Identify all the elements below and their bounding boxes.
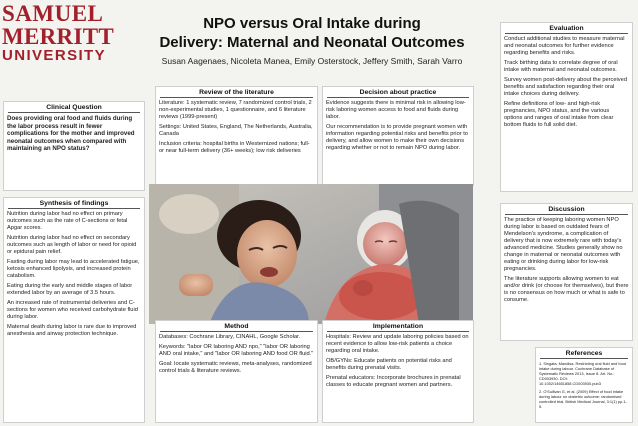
divider bbox=[327, 331, 469, 332]
evaluation-paragraph: Track birthing data to correlate degree of oral intake with maternal and neonatal outcomes. bbox=[504, 60, 618, 73]
review-paragraph: Settings: United States, England, The Netherlands, Australia, Canada bbox=[159, 124, 313, 137]
method-paragraph: Keywords: "labor OR laboring AND npo," "labor OR laboring AND oral intake," and "labor OR laboring AND food OR fluid." bbox=[159, 344, 314, 357]
synthesis-paragraph: Nutrition during labor had no effect on secondary outcomes such as length of labor or need for opioid or epidural pain relief. bbox=[7, 235, 137, 255]
logo-line-merritt: MERRITT bbox=[2, 24, 115, 49]
implementation-box bbox=[322, 320, 474, 423]
method-paragraph: Goal: locate systematic reviews, meta-analyses, randomized control trials & literature reviews. bbox=[159, 361, 312, 374]
divider bbox=[8, 112, 140, 113]
evaluation-paragraph: Conduct additional studies to measure maternal and neonatal outcomes for further evidence regarding benefits and risks. bbox=[504, 36, 625, 56]
divider bbox=[160, 331, 313, 332]
logo-line-university: UNIVERSITY bbox=[2, 47, 107, 64]
synthesis-paragraph: An increased rate of instrumental deliveries and C-sections for women who received carbohydrate fluid during labor. bbox=[7, 300, 138, 320]
logo-line-samuel: SAMUEL bbox=[2, 1, 104, 26]
references-box bbox=[535, 347, 633, 423]
evaluation-box bbox=[500, 22, 633, 192]
photo-illustration bbox=[149, 184, 473, 324]
synthesis-paragraph: Fasting during labor may lead to accelerated fatigue, ketosis enhanced lipolysis, and increased protein catabolism. bbox=[7, 259, 140, 279]
divider bbox=[160, 97, 313, 98]
method-box bbox=[155, 320, 318, 423]
title-line-1: NPO versus Oral Intake during bbox=[203, 15, 421, 32]
discussion-box bbox=[500, 203, 633, 341]
decision-heading: Decision about practice bbox=[359, 89, 437, 96]
implementation-paragraph: OB/GYNs: Educate patients on potential risks and benefits during prenatal visits. bbox=[326, 358, 452, 371]
clinical-question-box bbox=[3, 101, 145, 191]
implementation-heading: Implementation bbox=[372, 323, 424, 330]
review-paragraph: Literature: 1 systematic review, 7 randomized control trials, 2 non-experimental studies, 1 questionnaire, and 6 literature reviews (1999-present) bbox=[159, 100, 312, 120]
synthesis-box bbox=[3, 197, 145, 423]
evaluation-paragraph: Survey women post-delivery about the perceived benefits and satisfaction regarding their oral intake choices during delivery. bbox=[504, 77, 627, 97]
discussion-paragraph: The practice of keeping laboring women NPO during labor is based on outdated fears of Mendelson's syndrome, a complication of delivery that is now extremely rare with today's advanced medicine. Studies generally show no change in maternal or neonatal outcomes with eating or drinking during labor for low-risk pregnancies. bbox=[504, 217, 623, 272]
synthesis-heading: Synthesis of findings bbox=[39, 200, 109, 207]
poster-title bbox=[150, 14, 474, 52]
divider bbox=[327, 97, 469, 98]
university-logo bbox=[2, 2, 147, 90]
divider bbox=[505, 214, 628, 215]
title-line-2: Delivery: Maternal and Neonatal Outcomes bbox=[159, 34, 465, 51]
implementation-paragraph: Prenatal educators: Incorporate brochures in prenatal classes to educate pregnant women and partners. bbox=[326, 375, 461, 388]
evaluation-heading: Evaluation bbox=[549, 25, 584, 32]
reference-item: 1. Singata, Mandisa. Restricting oral fluid and food intake during labour. Cochrane Database of Systematic Reviews 2013, Issue 8. Art. No.: CD003930. DOI: 10.1002/14651858.CD003930.pub3 bbox=[539, 361, 626, 386]
divider bbox=[505, 33, 628, 34]
evaluation-paragraph: Refine definitions of low- and high-risk pregnancies, NPO status, and the various options and ranges of oral intake from clear bottom fluids to full solid diet. bbox=[504, 101, 614, 128]
review-box bbox=[155, 86, 318, 186]
reference-item: 2. O'Sullivan G, et al. (2009) Effect of food intake during labour on obstetric outcome: randomised controlled trial. British Medical Journal, 3:1(1) pp.1-5. bbox=[539, 389, 627, 409]
references-heading: References bbox=[565, 350, 603, 357]
mother-newborn-photo bbox=[149, 184, 473, 324]
clinical-question-text: Does providing oral food and fluids during the labor process result in fewer complications for the mother and improved neonatal outcomes when compared with maintaining an NPO status? bbox=[7, 115, 135, 153]
divider bbox=[8, 208, 140, 209]
implementation-paragraph: Hospitals: Review and update laboring policies based on recent evidence to allow low-risk patients a choice regarding oral intake. bbox=[326, 334, 469, 354]
synthesis-paragraph: Nutrition during labor had no effect on primary outcomes such as the rate of C-sections or fetal Apgar scores. bbox=[7, 211, 128, 231]
clinical-question-heading: Clinical Question bbox=[46, 104, 102, 111]
synthesis-paragraph: Eating during the early and middle stages of labor extended labor by an average of 3.5 hours. bbox=[7, 283, 133, 296]
review-heading: Review of the literature bbox=[199, 89, 274, 96]
review-paragraph: Inclusion criteria: hospital births in Westernized nations; full- or near full-term delivery (36+ weeks); low risk deliveries bbox=[159, 141, 310, 154]
method-heading: Method bbox=[224, 323, 249, 330]
method-paragraph: Databases: Cochrane Library, CINAHL, Google Scholar. bbox=[159, 334, 301, 340]
decision-paragraph: Evidence suggests there is minimal risk in allowing low-risk laboring women access to food and fluids during labor. bbox=[326, 100, 466, 120]
synthesis-paragraph: Maternal death during labor is rare due to improved anesthesia and airway protection technique. bbox=[7, 324, 137, 337]
divider bbox=[540, 358, 628, 359]
authors: Susan Aagenaes, Nicoleta Manea, Emily Osterstock, Jeffery Smith, Sarah Varro bbox=[161, 56, 463, 66]
decision-paragraph: Our recommendation is to provide pregnant women with information regarding potential risks and benefits prior to delivery, and allow women to make their own decisions regarding whether or not to remain NPO during labor. bbox=[326, 124, 468, 151]
decision-box bbox=[322, 86, 474, 186]
discussion-paragraph: The literature supports allowing women to eat and/or drink (or choose for themselves), but there is no consensus on how much or what is safe to consume. bbox=[504, 276, 629, 303]
discussion-heading: Discussion bbox=[548, 206, 585, 213]
